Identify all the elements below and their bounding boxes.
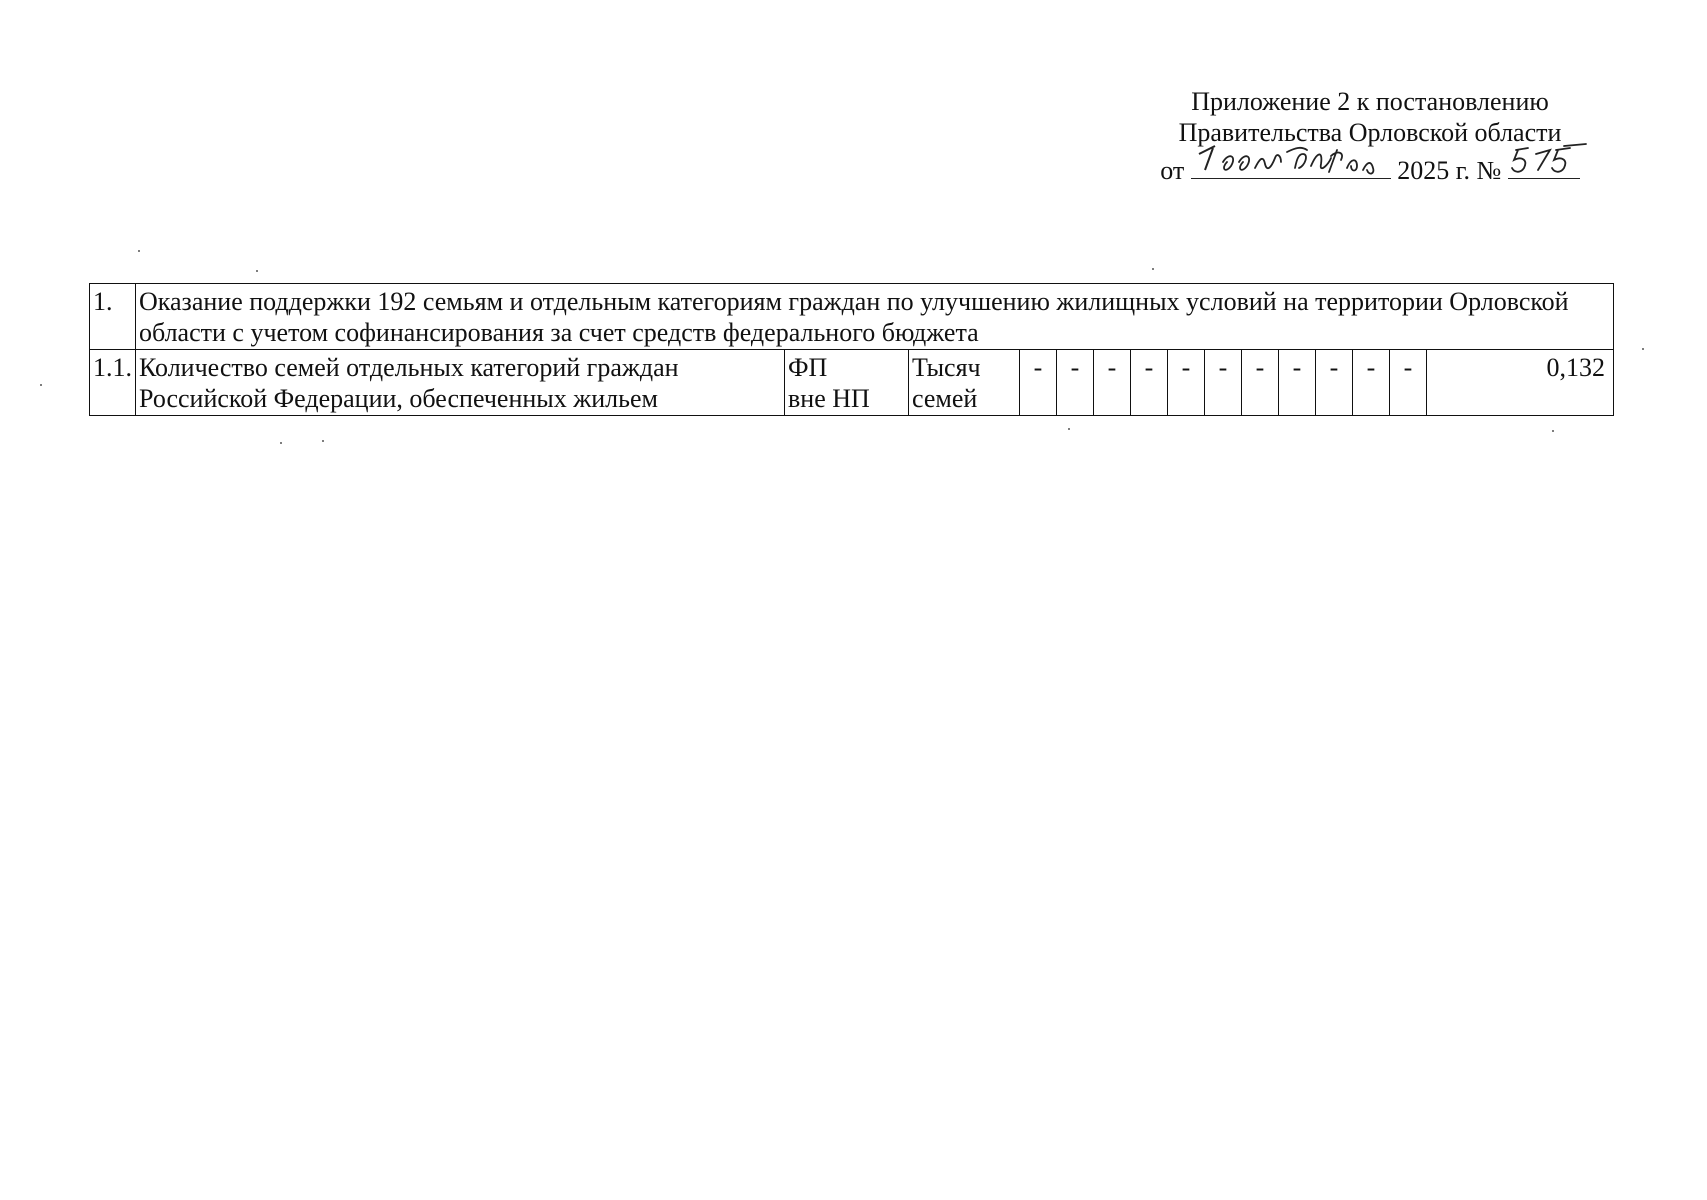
scan-speck — [138, 250, 140, 252]
unit-line-1: Тысяч — [912, 353, 981, 382]
value-cell: - — [1316, 350, 1353, 416]
scan-speck — [1552, 430, 1554, 432]
date-year-number-label: 2025 г. № — [1397, 156, 1502, 185]
indicator-name: Количество семей отдельных категорий граждан Российской Федерации, обеспеченных жильем — [136, 350, 785, 416]
scan-speck — [1152, 268, 1154, 270]
indicator-unit — [909, 350, 1020, 416]
value-cell: - — [1094, 350, 1131, 416]
value-cell: - — [1242, 350, 1279, 416]
section-number: 1. — [90, 284, 136, 350]
scan-speck — [256, 270, 258, 272]
resolution-date-line — [1090, 148, 1650, 186]
handwritten-date — [1191, 148, 1391, 179]
scan-speck — [322, 440, 324, 442]
source-line-2: вне НП — [788, 384, 870, 413]
handwritten-date-signature — [1191, 140, 1391, 180]
value-cell: - — [1279, 350, 1316, 416]
appendix-authority: Правительства Орловской области — [1178, 118, 1562, 147]
value-cell: - — [1131, 350, 1168, 416]
unit-line-2: семей — [912, 384, 978, 413]
table-row — [90, 350, 1614, 416]
value-cell: - — [1168, 350, 1205, 416]
value-cell-final: 0,132 — [1427, 350, 1614, 416]
section-row — [90, 284, 1614, 350]
date-prefix: от — [1160, 156, 1185, 185]
value-cell: - — [1205, 350, 1242, 416]
value-cell: - — [1020, 350, 1057, 416]
scan-speck — [1642, 348, 1644, 350]
handwritten-number-signature — [1508, 140, 1588, 180]
section-title: Оказание поддержки 192 семьям и отдельным категориям граждан по улучшению жилищных условий на территории Орловской области с учетом софинансирования за счет средств федерального бюджета — [136, 284, 1614, 350]
scan-speck — [280, 442, 282, 444]
appendix-title: Приложение 2 к постановлению — [1191, 87, 1549, 116]
source-line-1: ФП — [788, 353, 828, 382]
scan-speck — [40, 384, 42, 386]
indicator-source — [785, 350, 909, 416]
value-cell: - — [1353, 350, 1390, 416]
scan-speck — [1068, 428, 1070, 430]
value-cell: - — [1390, 350, 1427, 416]
indicator-table — [89, 283, 1614, 416]
appendix-header — [1090, 86, 1650, 186]
row-number: 1.1. — [90, 350, 136, 416]
value-cell: - — [1057, 350, 1094, 416]
handwritten-number — [1508, 148, 1580, 179]
